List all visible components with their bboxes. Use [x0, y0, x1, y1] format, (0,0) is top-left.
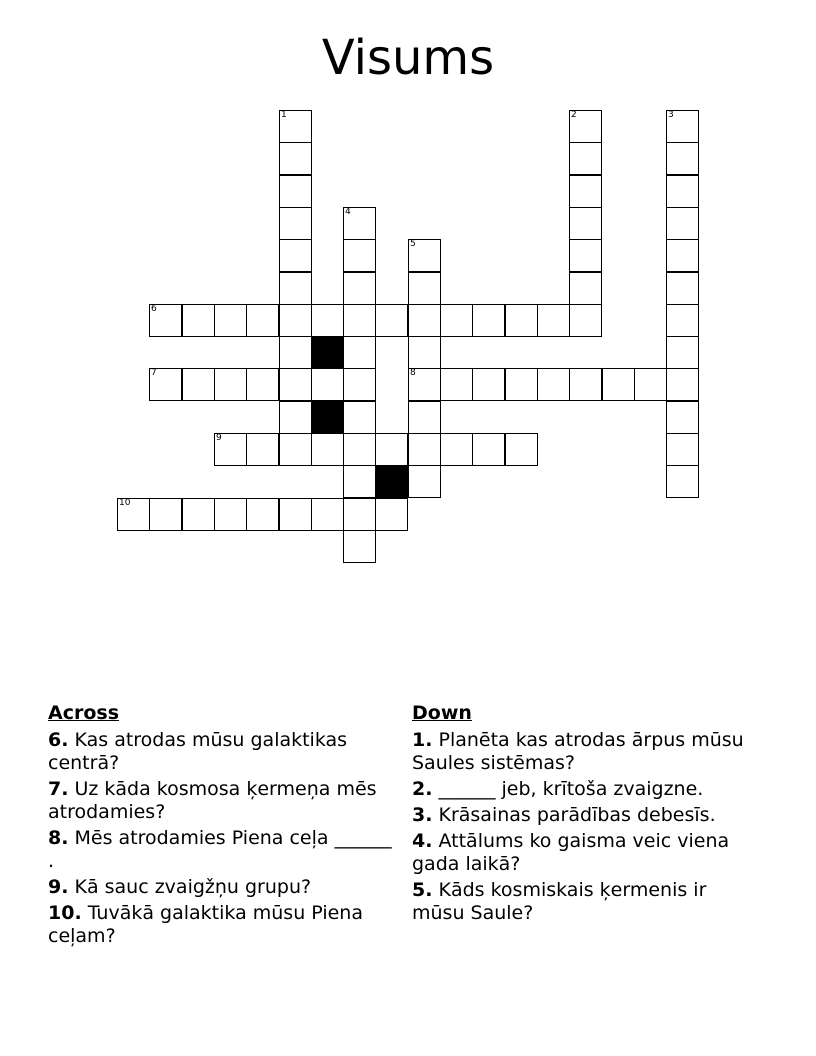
- across-heading: Across: [48, 702, 120, 724]
- clue-text: ______ jeb, krītoša zvaigzne.: [432, 778, 704, 800]
- crossword-cell[interactable]: [666, 304, 699, 337]
- crossword-cell[interactable]: [279, 142, 312, 175]
- clue-number: 4.: [412, 830, 433, 852]
- crossword-cell[interactable]: [246, 368, 279, 401]
- crossword-cell[interactable]: [537, 368, 570, 401]
- crossword-cell[interactable]: [408, 401, 441, 434]
- crossword-cell[interactable]: [440, 304, 473, 337]
- crossword-block: [311, 401, 344, 434]
- crossword-cell[interactable]: [279, 239, 312, 272]
- crossword-cell[interactable]: [279, 110, 312, 143]
- crossword-cell[interactable]: [569, 239, 602, 272]
- crossword-cell[interactable]: [343, 498, 376, 531]
- crossword-cell[interactable]: [408, 239, 441, 272]
- crossword-cell[interactable]: [408, 336, 441, 369]
- clue-down-3: [412, 804, 757, 827]
- crossword-cell[interactable]: [343, 304, 376, 337]
- crossword-cell[interactable]: [343, 336, 376, 369]
- crossword-block: [375, 465, 408, 498]
- crossword-cell[interactable]: [279, 207, 312, 240]
- crossword-cell[interactable]: [117, 498, 150, 531]
- crossword-cell[interactable]: [149, 498, 182, 531]
- crossword-cell[interactable]: [279, 336, 312, 369]
- crossword-cell[interactable]: [149, 304, 182, 337]
- crossword-cell[interactable]: [214, 304, 247, 337]
- crossword-cell[interactable]: [569, 207, 602, 240]
- crossword-cell[interactable]: [666, 336, 699, 369]
- crossword-cell[interactable]: [279, 272, 312, 305]
- crossword-cell[interactable]: [343, 530, 376, 563]
- crossword-cell[interactable]: [666, 207, 699, 240]
- crossword-cell[interactable]: [472, 433, 505, 466]
- crossword-cell[interactable]: [214, 368, 247, 401]
- crossword-cell[interactable]: [408, 304, 441, 337]
- crossword-cell[interactable]: [505, 433, 538, 466]
- crossword-cell[interactable]: [666, 433, 699, 466]
- crossword-cell[interactable]: [440, 433, 473, 466]
- page-title: Visums: [321, 30, 495, 86]
- crossword-cell[interactable]: [279, 304, 312, 337]
- clue-text: Uz kāda kosmosa ķermeņa mēs atrodamies?: [48, 778, 377, 823]
- crossword-cell[interactable]: [408, 465, 441, 498]
- clue-number: 9.: [48, 876, 69, 898]
- clue-text: Krāsainas parādības debesīs.: [432, 804, 716, 826]
- clue-down-2: [412, 778, 757, 801]
- crossword-cell[interactable]: [279, 368, 312, 401]
- clue-number: 5.: [412, 879, 433, 901]
- crossword-cell[interactable]: [214, 433, 247, 466]
- clue-number: 2.: [412, 778, 433, 800]
- across-clues: [48, 702, 398, 951]
- crossword-cell[interactable]: [375, 304, 408, 337]
- crossword-cell[interactable]: [149, 368, 182, 401]
- crossword-cell[interactable]: [311, 498, 344, 531]
- crossword-cell[interactable]: [505, 368, 538, 401]
- clue-across-6: [48, 729, 398, 775]
- crossword-cell[interactable]: [343, 401, 376, 434]
- crossword-cell[interactable]: [279, 401, 312, 434]
- crossword-cell[interactable]: [182, 368, 215, 401]
- crossword-cell[interactable]: [343, 465, 376, 498]
- crossword-cell[interactable]: [408, 368, 441, 401]
- clue-number-label: 1: [281, 110, 287, 120]
- clue-number-label: 7: [151, 368, 157, 378]
- clue-number: 1.: [412, 729, 433, 751]
- crossword-cell[interactable]: [279, 175, 312, 208]
- clue-across-7: [48, 778, 398, 824]
- crossword-cell[interactable]: [569, 110, 602, 143]
- clue-number: 7.: [48, 778, 69, 800]
- clue-text: Kāds kosmiskais ķermenis ir mūsu Saule?: [412, 879, 707, 924]
- clue-across-9: [48, 876, 398, 899]
- crossword-cell[interactable]: [537, 304, 570, 337]
- crossword-cell[interactable]: [440, 368, 473, 401]
- clue-down-5: [412, 879, 757, 925]
- clue-down-1: [412, 729, 757, 775]
- crossword-cell[interactable]: [666, 465, 699, 498]
- crossword-cell[interactable]: [666, 272, 699, 305]
- down-clues: [412, 702, 757, 928]
- crossword-cell[interactable]: [666, 368, 699, 401]
- crossword-cell[interactable]: [214, 498, 247, 531]
- crossword-cell[interactable]: [343, 368, 376, 401]
- clue-text: Planēta kas atrodas ārpus mūsu Saules sistēmas?: [412, 729, 744, 774]
- crossword-cell[interactable]: [343, 272, 376, 305]
- down-heading: Down: [412, 702, 472, 724]
- clue-number-label: 5: [410, 239, 416, 249]
- crossword-cell[interactable]: [569, 368, 602, 401]
- crossword-cell[interactable]: [311, 368, 344, 401]
- crossword-cell[interactable]: [666, 239, 699, 272]
- clue-number: 10.: [48, 902, 82, 924]
- clue-text: Tuvākā galaktika mūsu Piena ceļam?: [48, 902, 363, 947]
- crossword-cell[interactable]: [569, 175, 602, 208]
- crossword-cell[interactable]: [472, 304, 505, 337]
- clue-text: Mēs atrodamies Piena ceļa ______ .: [48, 827, 392, 872]
- crossword-cell[interactable]: [343, 433, 376, 466]
- clue-down-4: [412, 830, 757, 876]
- crossword-cell[interactable]: [408, 272, 441, 305]
- crossword-cell[interactable]: [279, 498, 312, 531]
- crossword-cell[interactable]: [246, 498, 279, 531]
- crossword-cell[interactable]: [666, 110, 699, 143]
- crossword-cell[interactable]: [408, 433, 441, 466]
- crossword-block: [311, 336, 344, 369]
- crossword-cell[interactable]: [505, 304, 538, 337]
- clue-number: 3.: [412, 804, 433, 826]
- clue-number: 8.: [48, 827, 69, 849]
- clue-number-label: 10: [119, 498, 131, 508]
- crossword-cell[interactable]: [375, 433, 408, 466]
- crossword-cell[interactable]: [472, 368, 505, 401]
- crossword-cell[interactable]: [666, 142, 699, 175]
- crossword-cell[interactable]: [634, 368, 667, 401]
- crossword-cell[interactable]: [343, 207, 376, 240]
- clue-text: Kā sauc zvaigžņu grupu?: [68, 876, 312, 898]
- crossword-cell[interactable]: [569, 142, 602, 175]
- clue-across-8: [48, 827, 398, 873]
- crossword-cell[interactable]: [569, 304, 602, 337]
- crossword-cell[interactable]: [311, 433, 344, 466]
- crossword-cell[interactable]: [311, 304, 344, 337]
- crossword-cell[interactable]: [666, 401, 699, 434]
- clue-number: 6.: [48, 729, 69, 751]
- clue-number-label: 9: [216, 433, 222, 443]
- crossword-cell[interactable]: [375, 498, 408, 531]
- crossword-cell[interactable]: [666, 175, 699, 208]
- crossword-cell[interactable]: [182, 304, 215, 337]
- crossword-cell[interactable]: [602, 368, 635, 401]
- clue-number-label: 2: [571, 110, 577, 120]
- clue-number-label: 8: [410, 368, 416, 378]
- clue-number-label: 4: [345, 207, 351, 217]
- clue-text: Attālums ko gaisma veic viena gada laikā?: [412, 830, 730, 875]
- crossword-cell[interactable]: [343, 239, 376, 272]
- crossword-cell[interactable]: [569, 272, 602, 305]
- clue-number-label: 3: [668, 110, 674, 120]
- clue-number-label: 6: [151, 304, 157, 314]
- crossword-cell[interactable]: [182, 498, 215, 531]
- clue-text: Kas atrodas mūsu galaktikas centrā?: [48, 729, 348, 774]
- crossword-cell[interactable]: [279, 433, 312, 466]
- crossword-cell[interactable]: [246, 433, 279, 466]
- clue-across-10: [48, 902, 398, 948]
- crossword-cell[interactable]: [246, 304, 279, 337]
